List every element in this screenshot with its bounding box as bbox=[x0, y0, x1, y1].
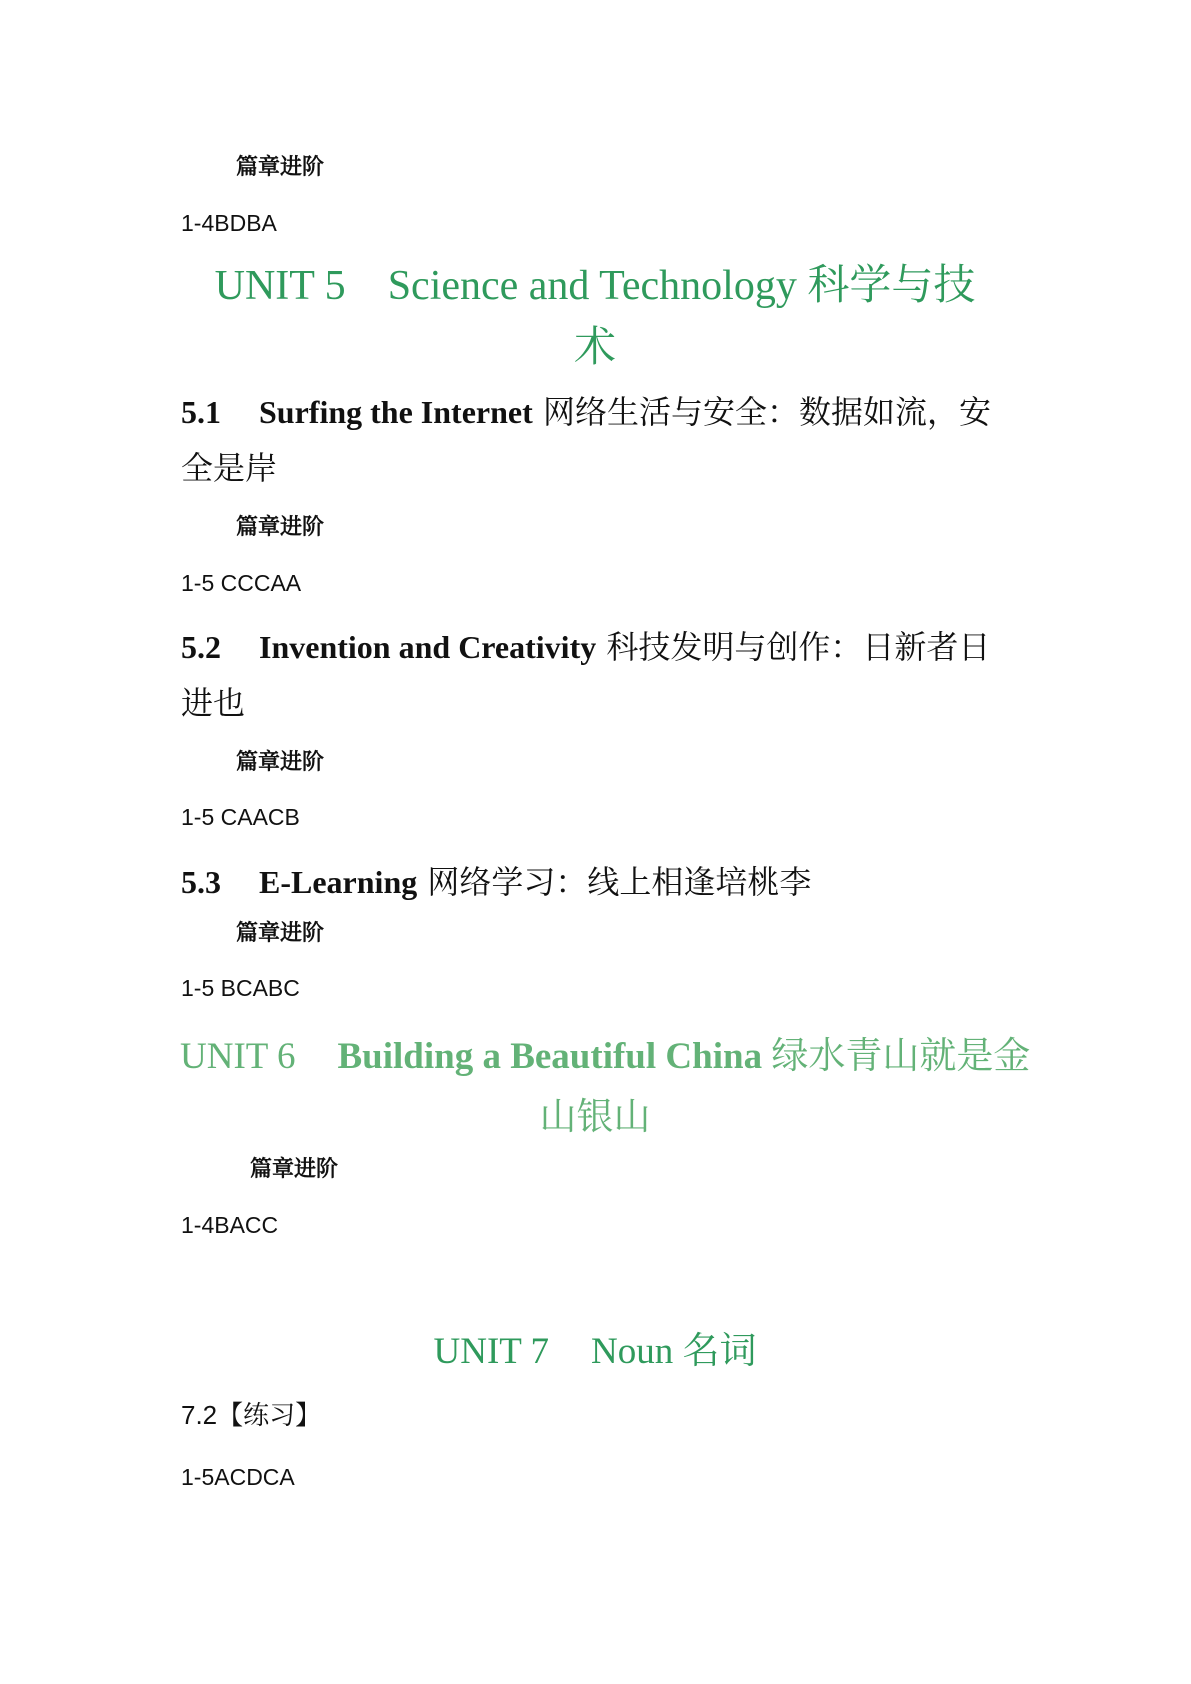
section-number: 5.3 bbox=[181, 864, 221, 900]
section-number: 5.1 bbox=[181, 394, 221, 430]
unit-number: UNIT 5 bbox=[214, 263, 346, 309]
section-title-cn: 网络生活与安全：数据如流，安全是岸 bbox=[181, 393, 991, 487]
exercise-number: 7.2 bbox=[181, 1400, 218, 1430]
section-5-2-heading bbox=[181, 619, 1011, 731]
answer-key: 1-5 BCABC bbox=[181, 975, 300, 1001]
unit-6-heading-line2: 山银山 bbox=[539, 1097, 651, 1138]
unit-6-heading bbox=[180, 1027, 1031, 1087]
section-label: 篇章进阶 bbox=[236, 515, 325, 540]
exercise-label: 【练习】 bbox=[217, 1401, 322, 1431]
section-5-1-heading bbox=[181, 384, 1011, 496]
unit-5-heading bbox=[180, 256, 1010, 316]
section-title-en: Surfing the Internet bbox=[259, 394, 533, 430]
unit-title-line1: Science and Technology 科学与技 bbox=[387, 263, 976, 309]
unit-5-heading-line2: 术 bbox=[573, 325, 616, 371]
unit-title: Noun 名词 bbox=[590, 1331, 757, 1372]
unit-number: UNIT 6 bbox=[180, 1036, 296, 1077]
unit-title-en: Building a Beautiful China bbox=[337, 1036, 763, 1077]
section-title-en: E-Learning bbox=[259, 864, 418, 900]
section-title-cn: 网络学习：线上相逢培桃李 bbox=[417, 863, 812, 901]
answer-key: 1-5 CCCAA bbox=[181, 570, 302, 596]
answer-key: 1-5 CAACB bbox=[181, 804, 300, 830]
section-title-en: Invention and Creativity bbox=[259, 629, 597, 665]
section-label: 篇章进阶 bbox=[236, 750, 325, 775]
answer-key: 1-4BDBA bbox=[181, 210, 277, 236]
section-title-cn: 科技发明与创作：日新者日进也 bbox=[181, 628, 991, 722]
unit-title-cn: 绿水青山就是金 bbox=[762, 1036, 1031, 1077]
exercise-heading bbox=[181, 1397, 321, 1434]
section-label: 篇章进阶 bbox=[250, 1157, 339, 1182]
section-5-3-heading bbox=[181, 854, 1011, 910]
section-number: 5.2 bbox=[181, 629, 221, 665]
answer-key: 1-5ACDCA bbox=[181, 1464, 295, 1490]
section-label: 篇章进阶 bbox=[236, 155, 325, 180]
answer-key: 1-4BACC bbox=[181, 1212, 279, 1238]
unit-number: UNIT 7 bbox=[433, 1331, 549, 1372]
section-label: 篇章进阶 bbox=[236, 921, 325, 946]
unit-7-heading bbox=[180, 1322, 1010, 1382]
